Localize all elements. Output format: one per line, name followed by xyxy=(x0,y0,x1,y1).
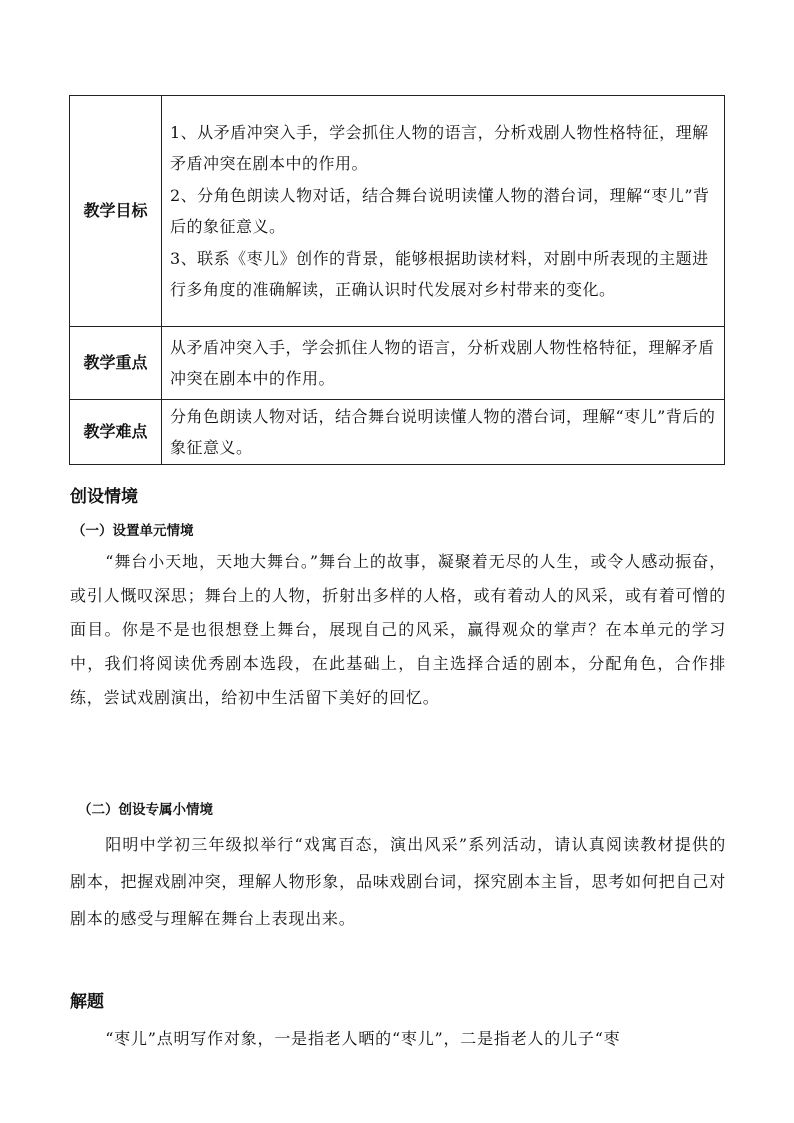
objectives-cell xyxy=(162,96,725,327)
subheading-small-situation: （二）创设专属小情境 xyxy=(78,802,213,818)
table-row xyxy=(70,400,725,465)
row-label-objectives: 教学目标 xyxy=(70,96,162,327)
table-row xyxy=(70,327,725,400)
objective-item: 1、从矛盾冲突入手，学会抓住人物的语言，分析戏剧人物性格特征，理解矛盾冲突在剧本中的作用。 xyxy=(170,122,709,173)
paragraph-small-situation: 阳明中学初三年级拟举行“戏寓百态，演出风采”系列活动，请认真阅读教材提供的剧本，把握戏剧冲突，理解人物形象，品味戏剧台词，探究剧本主旨，思考如何把自己对剧本的感受与理解在舞台上表现出来。 xyxy=(70,835,726,928)
paragraph-unit-situation: “舞台小天地，天地大舞台。”舞台上的故事，凝聚着无尽的人生，或令人感动振奋，或引人慨叹深思；舞台上的人物，折射出多样的人格，或有着动人的风采，或有着可憎的面目。你是不是也很想登上舞台，展现自己的风采，赢得观众的掌声？在本单元的学习中，我们将阅读优秀剧本选段，在此基础上，自主选择合适的剧本，分配角色，合作排练，尝试戏剧演出，给初中生活留下美好的回忆。 xyxy=(70,552,726,707)
section-heading-title-explanation: 解题 xyxy=(70,992,104,1012)
key-point-text: 从矛盾冲突入手，学会抓住人物的语言，分析戏剧人物性格特征，理解矛盾冲突在剧本中的作用。 xyxy=(170,337,715,388)
key-points-cell xyxy=(162,327,725,400)
difficulty-text: 分角色朗读人物对话，结合舞台说明读懂人物的潜台词，理解“枣儿”背后的象征意义。 xyxy=(170,406,716,457)
table-row xyxy=(70,96,725,327)
row-label-key-points: 教学重点 xyxy=(70,327,162,400)
row-label-difficulties: 教学难点 xyxy=(70,400,162,465)
section-heading-setting: 创设情境 xyxy=(70,487,138,507)
teaching-goals-table xyxy=(69,95,725,465)
objective-item: 3、联系《枣儿》创作的背景，能够根据助读材料，对剧中所表现的主题进行多角度的准确解读，正确认识时代发展对乡村带来的变化。 xyxy=(170,248,709,299)
subheading-unit-situation: （一）设置单元情境 xyxy=(72,523,194,539)
difficulties-cell xyxy=(162,400,725,465)
paragraph-title-explanation: “枣儿”点明写作对象，一是指老人晒的“枣儿”，二是指老人的儿子“枣 xyxy=(105,1029,621,1048)
objective-item: 2、分角色朗读人物对话，结合舞台说明读懂人物的潜台词，理解“枣儿”背后的象征意义。 xyxy=(170,185,710,236)
